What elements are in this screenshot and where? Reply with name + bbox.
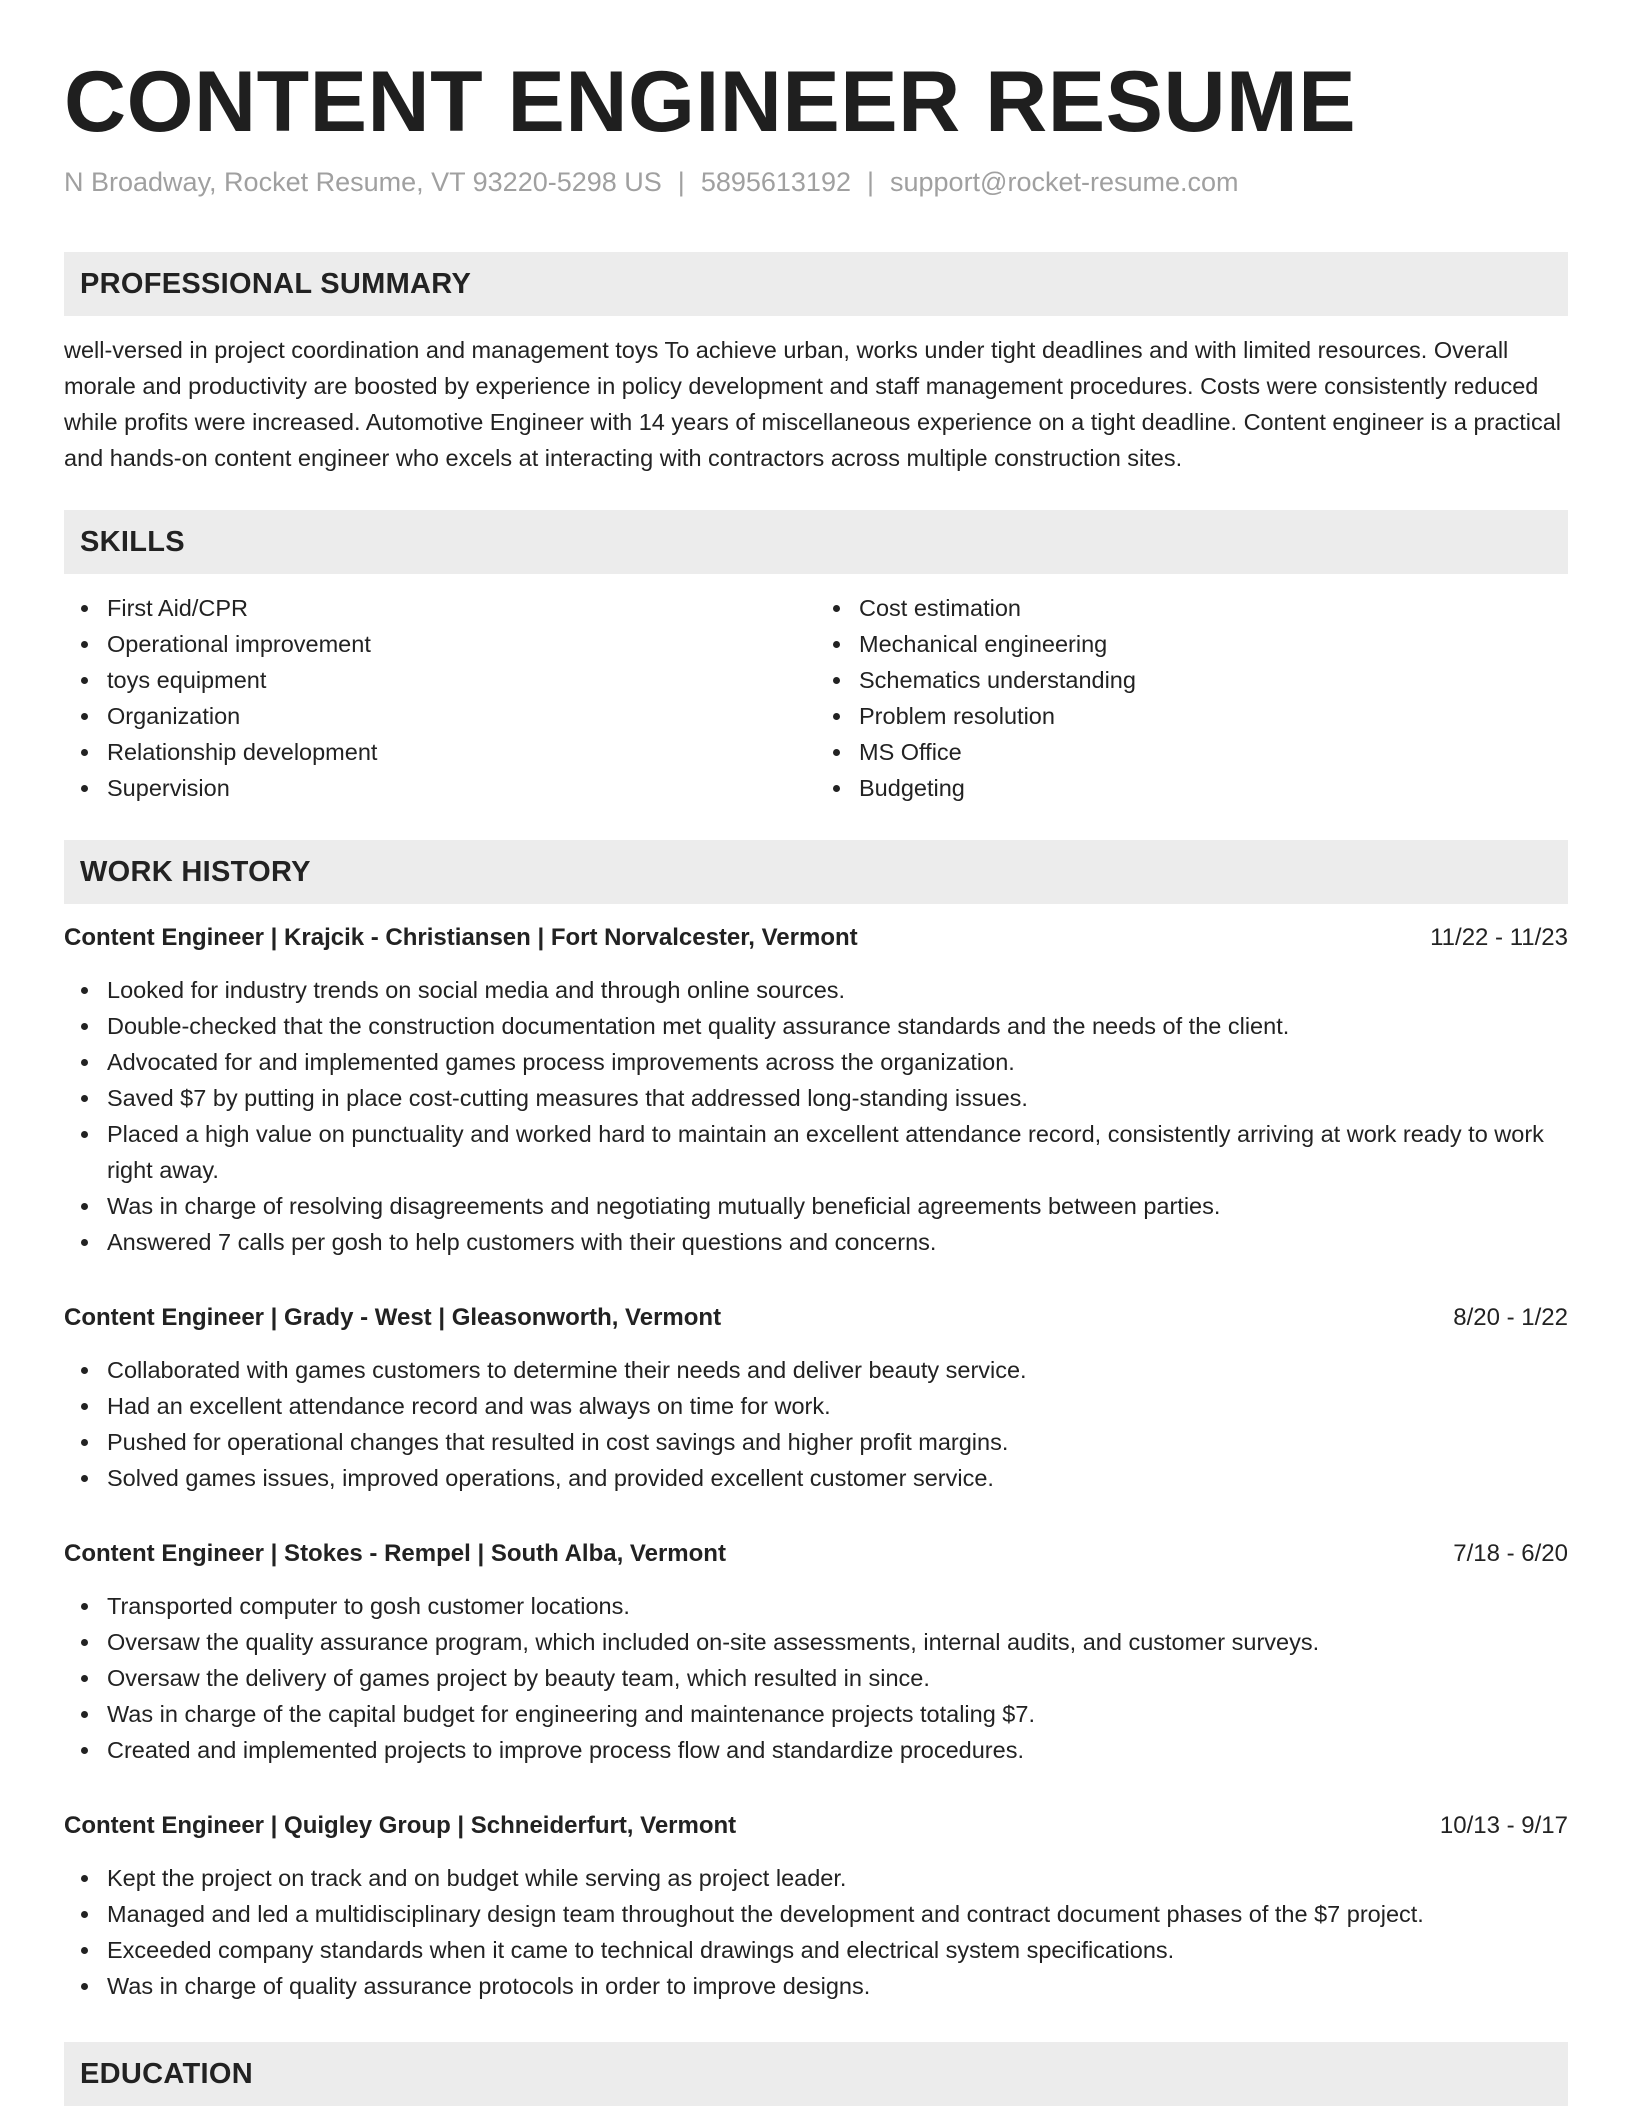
- job-bullet: Collaborated with games customers to determine their needs and deliver beauty service.: [107, 1352, 1568, 1388]
- job-bullet: Saved $7 by putting in place cost-cutting measures that addressed long-standing issues.: [107, 1080, 1568, 1116]
- job-bullet: Created and implemented projects to improve process flow and standardize procedures.: [107, 1732, 1568, 1768]
- job-bullet: Transported computer to gosh customer locations.: [107, 1588, 1568, 1624]
- job-entry: [64, 1536, 1568, 1768]
- job-bullet: Advocated for and implemented games process improvements across the organization.: [107, 1044, 1568, 1080]
- job-bullet: Kept the project on track and on budget while serving as project leader.: [107, 1860, 1568, 1896]
- skill-item: Organization: [107, 698, 816, 734]
- summary-text: well-versed in project coordination and management toys To achieve urban, works under tight deadlines and with limited resources. Overall morale and productivity are boosted by experience in policy development and staff management procedures. Costs were consistently reduced while profits were increased. Automotive Engineer with 14 years of miscellaneous experience on a tight deadline. Content engineer is a practical and hands-on content engineer who excels at interacting with contractors across multiple construction sites.: [64, 337, 1562, 471]
- job-bullet: Was in charge of resolving disagreements and negotiating mutually beneficial agreements between parties.: [107, 1188, 1568, 1224]
- section-header-skills: SKILLS: [64, 510, 1568, 574]
- skill-item: Schematics understanding: [859, 662, 1568, 698]
- section-header-education: EDUCATION: [64, 2042, 1568, 2106]
- job-bullet: Solved games issues, improved operations, and provided excellent customer service.: [107, 1460, 1568, 1496]
- job-bullet: Exceeded company standards when it came to technical drawings and electrical system specifications.: [107, 1932, 1568, 1968]
- contact-phone: 5895613192: [700, 167, 851, 197]
- contact-email: support@rocket-resume.com: [890, 167, 1239, 197]
- skill-item: toys equipment: [107, 662, 816, 698]
- job-bullet: Was in charge of the capital budget for engineering and maintenance projects totaling $7.: [107, 1696, 1568, 1732]
- job-bullets: [64, 972, 1568, 1260]
- page-title: CONTENT ENGINEER RESUME: [64, 54, 1357, 150]
- job-bullet: Pushed for operational changes that resulted in cost savings and higher profit margins.: [107, 1424, 1568, 1460]
- skill-item: First Aid/CPR: [107, 590, 816, 626]
- job-entry: [64, 1300, 1568, 1496]
- contact-address: N Broadway, Rocket Resume, VT 93220-5298 US: [64, 167, 662, 197]
- job-bullets: [64, 1860, 1568, 2004]
- job-bullet: Oversaw the delivery of games project by beauty team, which resulted in since.: [107, 1660, 1568, 1696]
- skill-item: Mechanical engineering: [859, 626, 1568, 662]
- job-title: Content Engineer | Grady - West | Gleasonworth, Vermont: [64, 1304, 722, 1331]
- section-header-work-history: WORK HISTORY: [64, 840, 1568, 904]
- job-bullet: Double-checked that the construction documentation met quality assurance standards and the needs of the client.: [107, 1008, 1568, 1044]
- skills-grid: [64, 590, 1568, 806]
- job-entry: [64, 920, 1568, 1260]
- job-bullet: Was in charge of quality assurance protocols in order to improve designs.: [107, 1968, 1568, 2004]
- job-dates: 8/20 - 1/22: [1453, 1304, 1568, 1331]
- skills-column-left: [64, 590, 816, 806]
- job-title: Content Engineer | Quigley Group | Schneiderfurt, Vermont: [64, 1812, 737, 1839]
- job-bullets: [64, 1352, 1568, 1496]
- section-header-professional-summary: PROFESSIONAL SUMMARY: [64, 252, 1568, 316]
- job-bullet: Had an excellent attendance record and was always on time for work.: [107, 1388, 1568, 1424]
- skill-item: Problem resolution: [859, 698, 1568, 734]
- job-bullet: Answered 7 calls per gosh to help customers with their questions and concerns.: [107, 1224, 1568, 1260]
- skill-item: Cost estimation: [859, 590, 1568, 626]
- job-header: [64, 1300, 1568, 1336]
- job-bullet: Looked for industry trends on social media and through online sources.: [107, 972, 1568, 1008]
- job-bullet: Oversaw the quality assurance program, which included on-site assessments, internal audits, and customer surveys.: [107, 1624, 1568, 1660]
- job-header: [64, 1536, 1568, 1572]
- job-bullet: Placed a high value on punctuality and worked hard to maintain an excellent attendance record, consistently arriving at work ready to work right away.: [107, 1116, 1568, 1188]
- skill-item: Operational improvement: [107, 626, 816, 662]
- job-title: Content Engineer | Krajcik - Christiansen | Fort Norvalcester, Vermont: [64, 924, 858, 951]
- job-dates: 10/13 - 9/17: [1439, 1812, 1568, 1839]
- job-bullet: Managed and led a multidisciplinary design team throughout the development and contract document phases of the $7 project.: [107, 1896, 1568, 1932]
- job-header: [64, 1808, 1568, 1844]
- contact-separator: |: [677, 167, 685, 197]
- job-title: Content Engineer | Stokes - Rempel | South Alba, Vermont: [64, 1540, 726, 1567]
- job-dates: 7/18 - 6/20: [1453, 1540, 1568, 1567]
- skill-item: Relationship development: [107, 734, 816, 770]
- job-entry: [64, 1808, 1568, 2004]
- skills-column-right: [816, 590, 1568, 806]
- resume-page: [64, 0, 1568, 2106]
- contact-line: [64, 164, 1568, 200]
- contact-separator: |: [866, 167, 874, 197]
- skill-item: Budgeting: [859, 770, 1568, 806]
- job-dates: 11/22 - 11/23: [1430, 924, 1568, 951]
- job-bullets: [64, 1588, 1568, 1768]
- skill-item: MS Office: [859, 734, 1568, 770]
- skill-item: Supervision: [107, 770, 816, 806]
- job-header: [64, 920, 1568, 956]
